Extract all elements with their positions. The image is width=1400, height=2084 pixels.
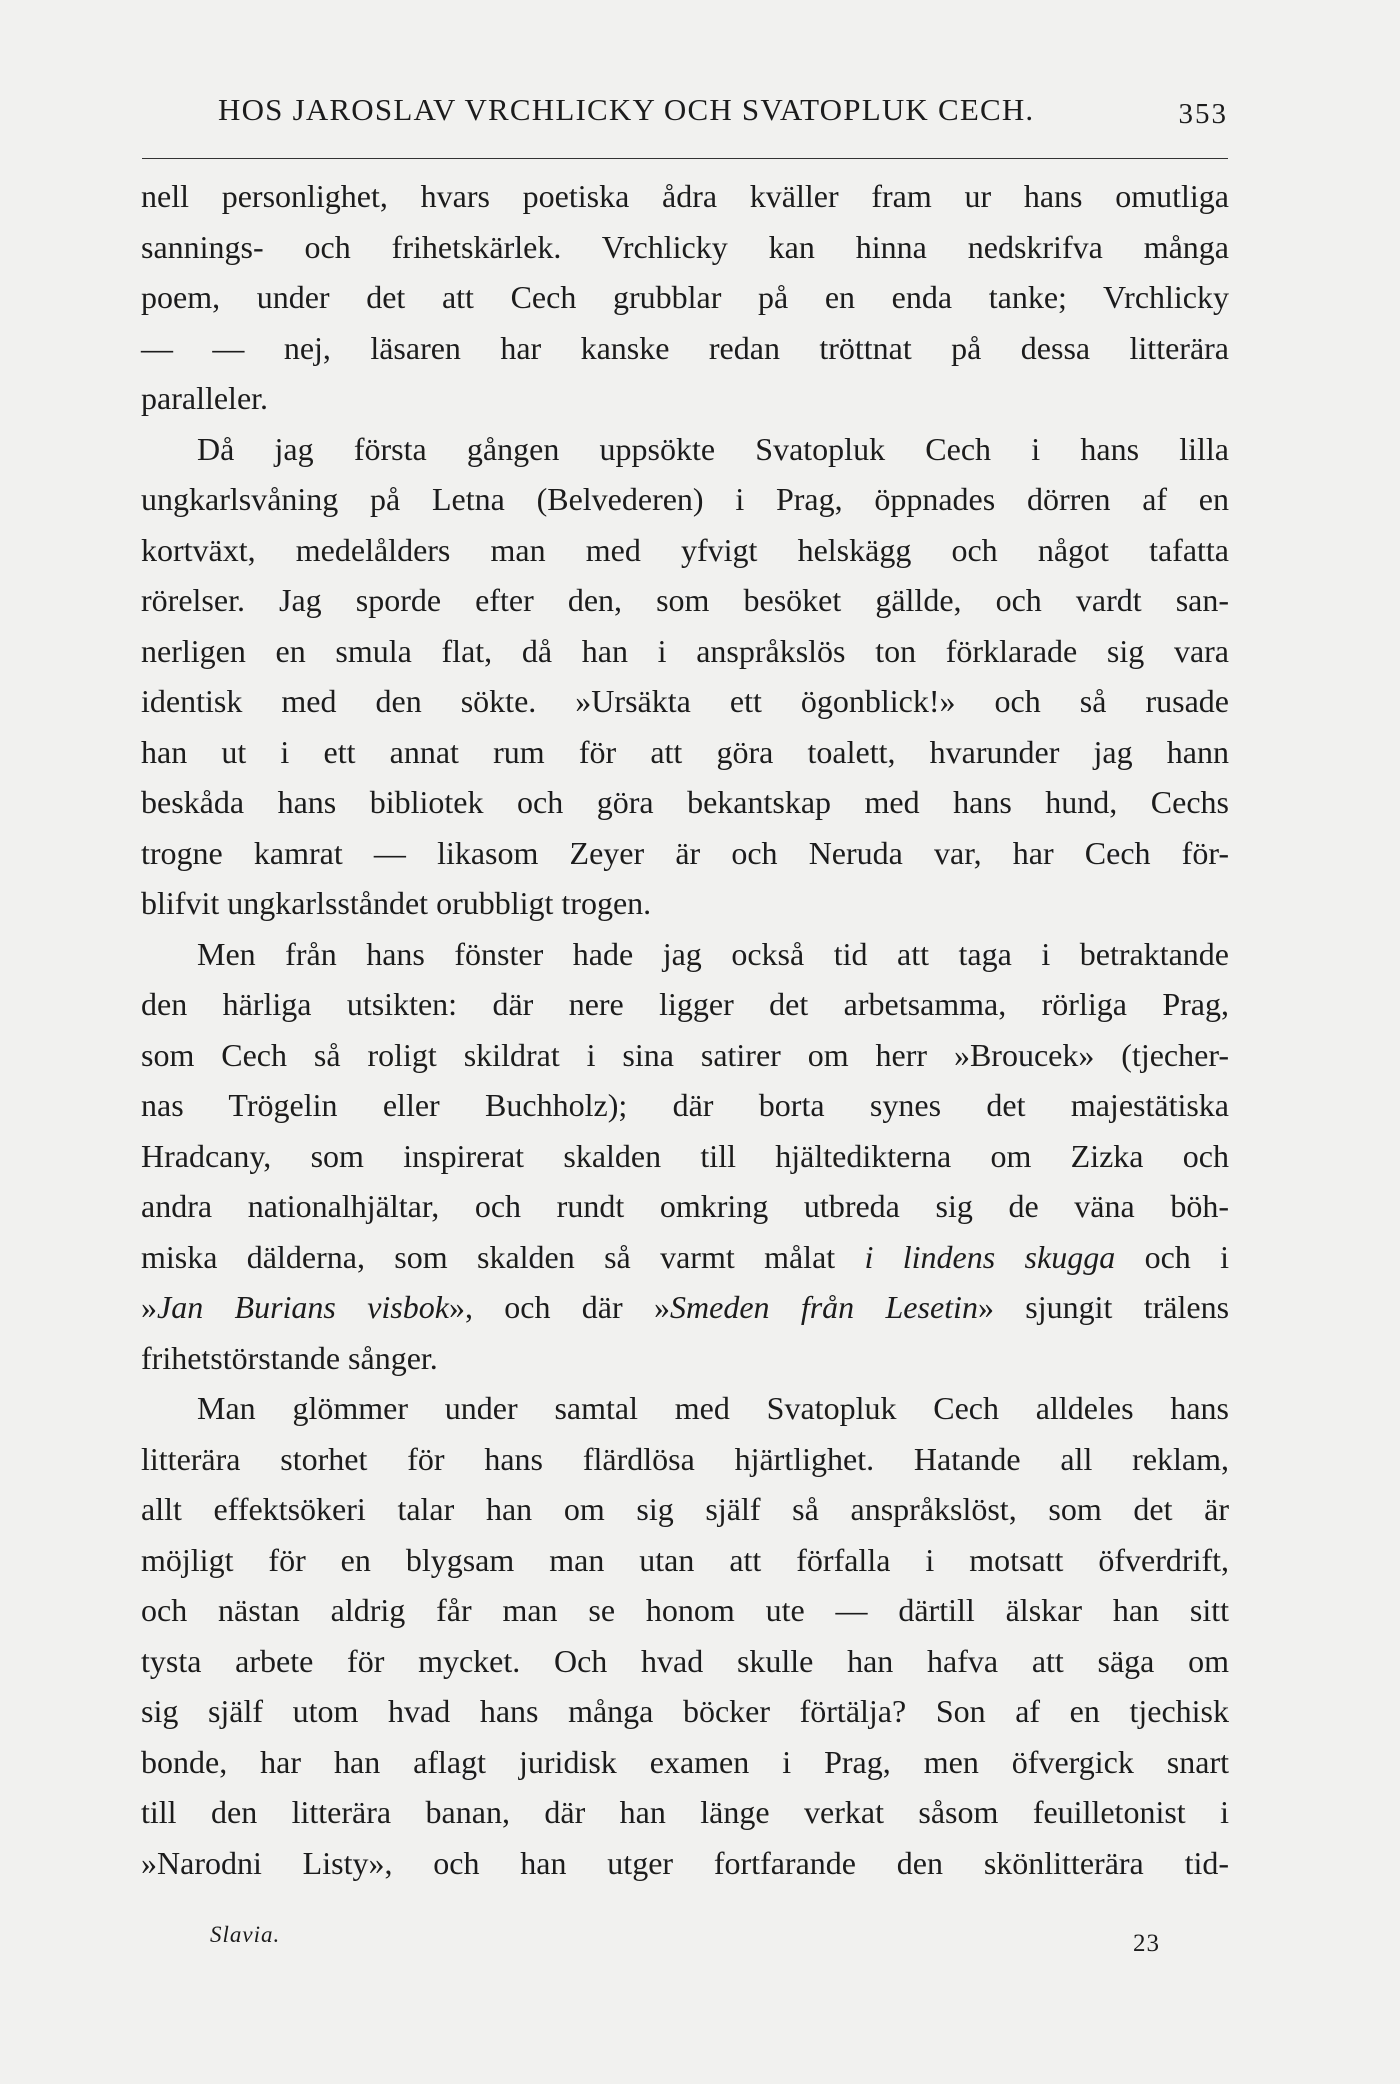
- text-line: och nästan aldrig får man se honom ute — därtill älskar han sitt: [141, 1592, 1229, 1628]
- text-line: trogne kamrat — likasom Zeyer är och Neruda var, har Cech för-: [141, 834, 1229, 871]
- page-number: 353: [1178, 98, 1228, 130]
- text-line: kortväxt, medelålders man med yfvigt helskägg och något tafatta: [141, 531, 1229, 568]
- text-line: han ut i ett annat rum för att göra toalett, hvarunder jag hann: [141, 733, 1229, 770]
- body-text: [141, 171, 1229, 1888]
- text-line: Då jag första gången uppsökte Svatopluk Cech i hans lilla: [197, 430, 1229, 467]
- text-line: litterära storhet för hans flärdlösa hjärtlighet. Hatande all reklam,: [141, 1440, 1229, 1477]
- text-line: möjligt för en blygsam man utan att förfalla i motsatt öfverdrift,: [141, 1541, 1229, 1578]
- text-segment: »: [141, 1289, 157, 1325]
- text-line: allt effektsökeri talar han om sig själf så anspråkslöst, som det är: [141, 1491, 1229, 1527]
- text-line: bonde, har han aflagt juridisk examen i Prag, men öfvergick snart: [141, 1743, 1229, 1780]
- text-line: »Narodni Listy», och han utger fortfarande den skönlitterära tid-: [141, 1844, 1229, 1881]
- italic-title: Jan Burians visbok: [157, 1289, 449, 1325]
- text-line: till den litterära banan, där han länge verkat såsom feuilletonist i: [141, 1794, 1229, 1830]
- text-line: Hradcany, som inspirerat skalden till hjältedikterna om Zizka och: [141, 1137, 1229, 1174]
- text-line: nas Trögelin eller Buchholz); där borta synes det majestätiska: [141, 1087, 1229, 1123]
- text-line: rörelser. Jag sporde efter den, som besöket gällde, och vardt san-: [141, 582, 1229, 618]
- text-line: nerligen en smula flat, då han i anspråkslös ton förklarade sig vara: [141, 632, 1229, 669]
- page-footer: [210, 1922, 1160, 1962]
- text-line: — — nej, läsaren har kanske redan tröttnat på dessa litterära: [141, 329, 1229, 366]
- text-line: sig själf utom hvad hans många böcker förtälja? Son af en tjechisk: [141, 1693, 1229, 1729]
- text-line: blifvit ungkarlsståndet orubbligt trogen.: [141, 885, 652, 921]
- text-line: [141, 1282, 1229, 1333]
- text-line: den härliga utsikten: där nere ligger det arbetsamma, rörliga Prag,: [141, 986, 1229, 1022]
- running-title: HOS JAROSLAV VRCHLICKY OCH SVATOPLUK CECH.: [218, 92, 1035, 127]
- text-line: paralleler.: [141, 380, 269, 416]
- text-line: sannings- och frihetskärlek. Vrchlicky kan hinna nedskrifva många: [141, 228, 1229, 265]
- text-segment: » sjungit trälens: [977, 1289, 1230, 1325]
- text-segment: och i: [1115, 1238, 1230, 1275]
- text-line: Men från hans fönster hade jag också tid att taga i betraktande: [197, 935, 1229, 972]
- italic-title: i lindens skugga: [864, 1238, 1116, 1275]
- italic-title: Smeden från Lesetin: [670, 1289, 978, 1325]
- text-line: nell personlighet, hvars poetiska ådra kväller fram ur hans omutliga: [141, 178, 1229, 214]
- sheet-number: 23: [1133, 1930, 1160, 1957]
- text-line: [141, 1232, 1229, 1283]
- text-line: som Cech så roligt skildrat i sina satirer om herr »Broucek» (tjecher-: [141, 1036, 1229, 1073]
- text-line: beskåda hans bibliotek och göra bekantskap med hans hund, Cechs: [141, 784, 1229, 820]
- text-segment: », och där »: [448, 1289, 670, 1325]
- text-line: ungkarlsvåning på Letna (Belvederen) i Prag, öppnades dörren af en: [141, 481, 1229, 517]
- text-line: andra nationalhjältar, och rundt omkring utbreda sig de väna böh-: [141, 1188, 1229, 1224]
- header-rule: [142, 158, 1228, 159]
- text-segment: miska dälderna, som skalden så varmt målat: [141, 1238, 865, 1275]
- page-header: [140, 92, 1228, 136]
- text-line: tysta arbete för mycket. Och hvad skulle han hafva att säga om: [141, 1642, 1229, 1679]
- text-line: poem, under det att Cech grubblar på en enda tanke; Vrchlicky: [141, 279, 1229, 315]
- text-line: identisk med den sökte. »Ursäkta ett ögonblick!» och så rusade: [141, 683, 1229, 719]
- text-line: Man glömmer under samtal med Svatopluk Cech alldeles hans: [197, 1390, 1229, 1426]
- text-line: frihetstörstande sånger.: [141, 1339, 438, 1376]
- signature-mark: Slavia.: [210, 1922, 281, 1947]
